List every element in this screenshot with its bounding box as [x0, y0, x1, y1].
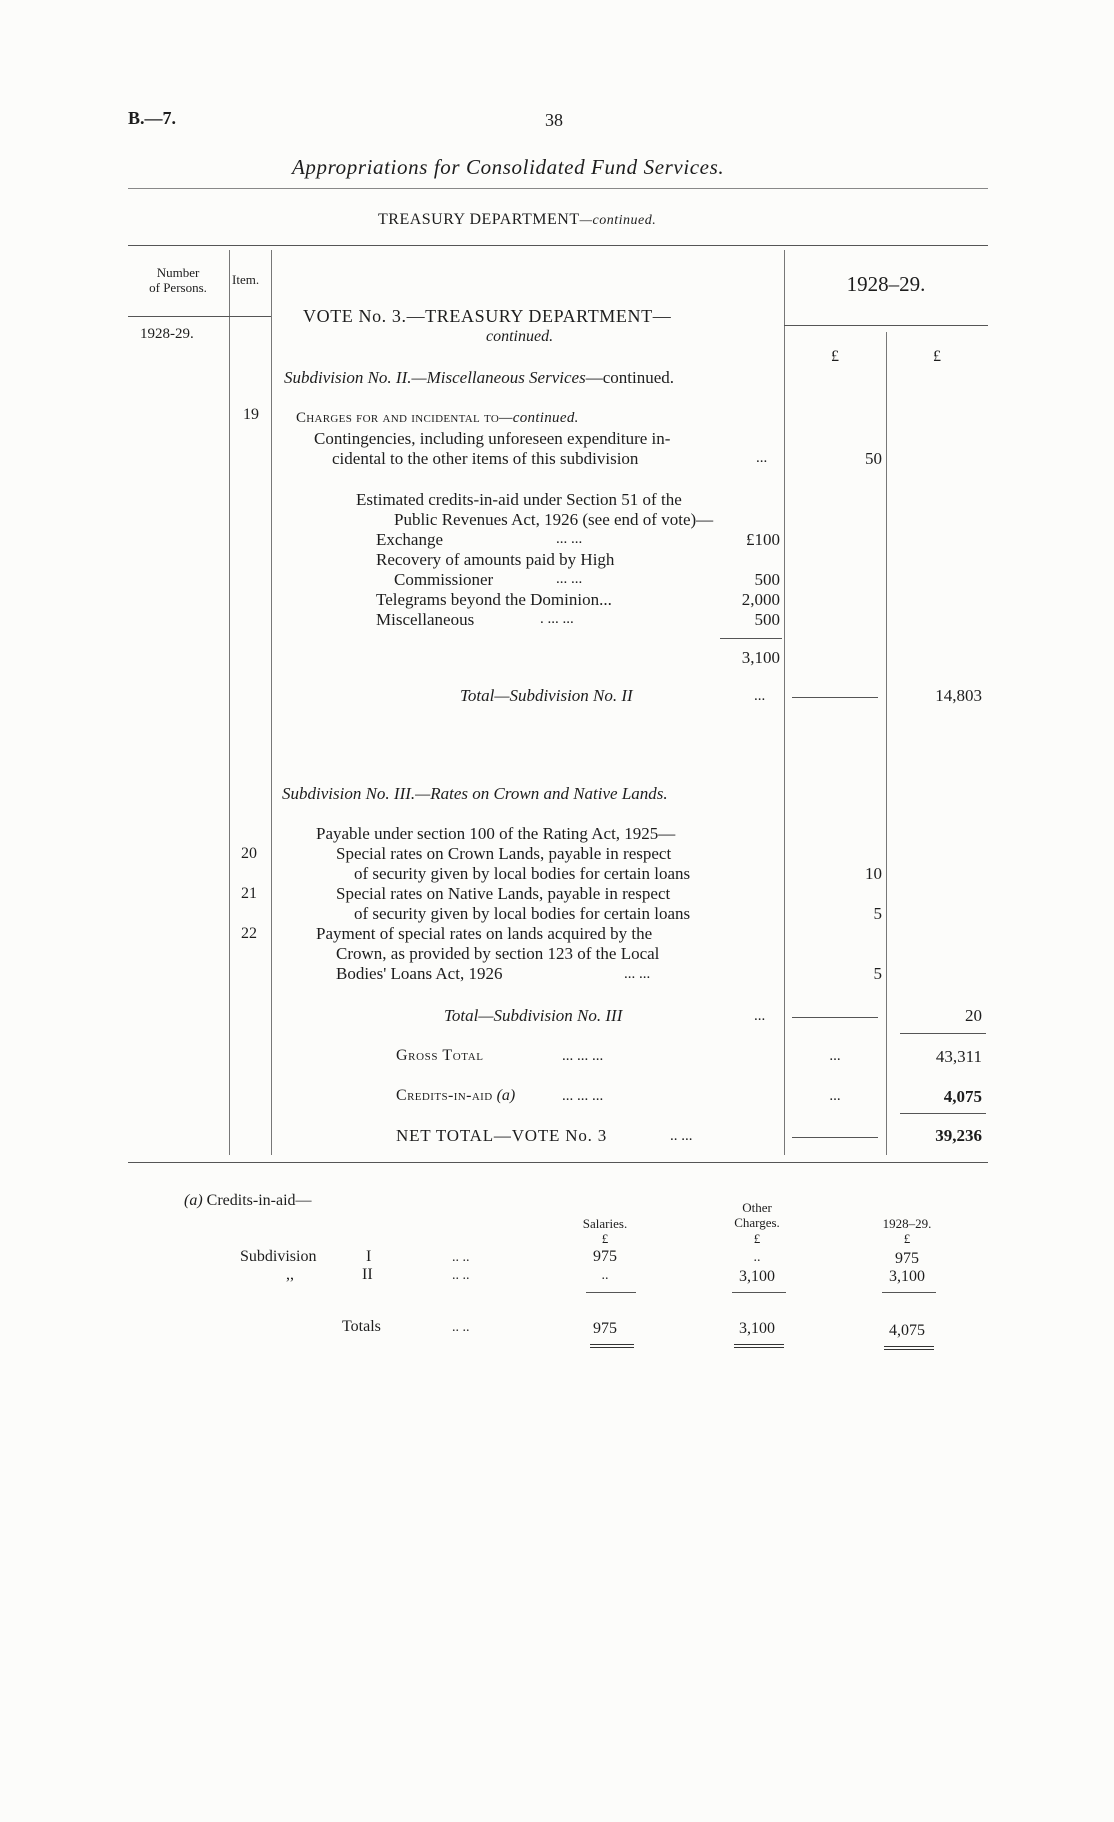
net-sum-rule: [900, 1113, 986, 1114]
document-code: B.—7.: [128, 108, 177, 128]
sub2-contingencies-line2: cidental to the other items of this subdivision: [332, 449, 639, 468]
fn-col-salaries: Salaries.: [582, 1216, 628, 1231]
credits-in-aid-label: Credits-in-aid: [396, 1087, 493, 1104]
item-20-line2: of security given by local bodies for certain loans: [354, 864, 691, 883]
fn-col-other-line2: Charges.: [734, 1215, 780, 1230]
department-main: TREASURY DEPARTMENT: [378, 211, 580, 228]
fn-totals-dots: .. ..: [452, 1320, 470, 1335]
persons-header: [128, 265, 228, 295]
pound-right: £: [933, 348, 941, 365]
sub3-total-amount: 20: [965, 1006, 982, 1025]
department-suffix: —continued.: [579, 213, 657, 228]
page-number: 38: [545, 110, 563, 130]
fn-row1-label: Subdivision: [240, 1248, 317, 1265]
fn-totals-other: 3,100: [739, 1320, 775, 1337]
persons-year: 1928-29.: [140, 326, 194, 342]
item-20-line1: Special rates on Crown Lands, payable in respect: [336, 844, 672, 863]
item-20-amount: 10: [865, 864, 882, 883]
footnote-marker: (a): [184, 1192, 203, 1209]
gross-total-label: Gross Total: [396, 1047, 484, 1064]
credits-in-aid-dots: ... ... ...: [562, 1088, 604, 1104]
credits-in-aid-amount: 4,075: [943, 1087, 982, 1106]
fn-row1-year: 975: [895, 1250, 919, 1267]
fn-row1-other: ..: [753, 1250, 761, 1265]
sub2-contingencies-amount: 50: [865, 449, 882, 468]
fn-col-year: 1928–29.: [882, 1216, 932, 1231]
title-rule: [128, 188, 988, 189]
col-divider-amount: [784, 250, 785, 1155]
sub3-sum-rule: [900, 1033, 986, 1034]
vote-title: VOTE No. 3.—TREASURY DEPARTMENT—: [303, 306, 672, 326]
sub3-payable: Payable under section 100 of the Rating Act, 1925—: [316, 824, 676, 843]
year-header: 1928–29.: [846, 272, 926, 296]
sub2-total-amount: 14,803: [935, 686, 982, 705]
col-divider-persons: [229, 250, 230, 1155]
item-22-line3: Bodies' Loans Act, 1926: [336, 964, 503, 983]
net-total-amount: 39,236: [935, 1126, 982, 1145]
table-bottom-rule: [128, 1162, 988, 1163]
fn-other-rule: [732, 1292, 786, 1293]
sub2-total-rule: [792, 697, 878, 698]
sub3-total-dots: ...: [754, 1008, 766, 1024]
fn-row1-salaries: 975: [593, 1248, 617, 1265]
sub2-charges-label: Charges for and incidental to: [296, 410, 500, 426]
item-22-amount: 5: [873, 964, 882, 983]
item-22-number: 22: [241, 925, 257, 942]
fn-year-double-rule: [884, 1346, 934, 1350]
net-total-label: NET TOTAL—VOTE No. 3: [396, 1126, 608, 1145]
fn-row2-year: 3,100: [889, 1268, 925, 1285]
item-21-line2: of security given by local bodies for certain loans: [354, 904, 691, 923]
fn-row2-other: 3,100: [739, 1268, 775, 1285]
sub2-heading-italic: Subdivision No. II.—Miscellaneous Services: [284, 368, 586, 387]
item-21-amount: 5: [873, 904, 882, 923]
department-heading: [378, 211, 656, 229]
sub2-contingencies-line1: Contingencies, including unforeseen expenditure in-: [314, 429, 671, 448]
fn-pound-other: £: [753, 1231, 761, 1246]
item-20-number: 20: [241, 845, 257, 862]
footnote-title-text: Credits-in-aid—: [206, 1192, 312, 1209]
sub2-item-number: 19: [243, 406, 259, 423]
year-under-rule: [784, 325, 988, 326]
sub2-charges-suffix: —continued.: [499, 410, 579, 426]
credit-exchange-dots: ... ...: [556, 531, 583, 547]
sub2-credits-line2: Public Revenues Act, 1926 (see end of vote)—: [394, 510, 714, 529]
sub2-charges: [296, 410, 579, 427]
credit-miscellaneous-dots: . ... ...: [540, 611, 574, 627]
sub2-total-label: Total—Subdivision No. II: [460, 686, 633, 705]
item-21-number: 21: [241, 885, 257, 902]
gross-total-mid: ...: [829, 1048, 841, 1064]
sub2-heading: [284, 368, 674, 388]
credit-commissioner: Commissioner: [394, 570, 494, 589]
credits-in-aid-mid: ...: [829, 1088, 841, 1104]
sub2-heading-suffix: —continued.: [585, 368, 674, 387]
sub2-credits-line1: Estimated credits-in-aid under Section 51 of the: [356, 490, 682, 509]
col-divider-subtotal: [886, 332, 887, 1155]
item-21-line1: Special rates on Native Lands, payable in respect: [336, 884, 671, 903]
credits-in-aid-row: [396, 1087, 515, 1105]
net-total-rule: [792, 1137, 878, 1138]
fn-row2-dots: .. ..: [452, 1268, 470, 1283]
fn-pound-year: £: [903, 1231, 911, 1246]
credit-exchange: Exchange: [376, 530, 444, 549]
fn-row1-roman: I: [366, 1248, 372, 1265]
fn-col-other-line1: Other: [742, 1200, 772, 1215]
credit-recovery: Recovery of amounts paid by High: [376, 550, 615, 569]
item-22-dots: ... ...: [624, 966, 651, 982]
header-under-rule: [128, 316, 271, 317]
sub2-contingencies-dots: ...: [756, 450, 768, 466]
col-divider-item: [271, 250, 272, 1155]
fn-row2-roman: II: [362, 1266, 373, 1283]
vote-continued: continued.: [486, 328, 554, 345]
credits-total: 3,100: [741, 648, 780, 667]
fn-row1-dots: .. ..: [452, 1250, 470, 1265]
fn-col-other: [712, 1200, 802, 1230]
item-header: Item.: [232, 272, 260, 287]
fn-other-double-rule: [734, 1344, 784, 1348]
sub3-heading: Subdivision No. III.—Rates on Crown and Native Lands.: [282, 784, 668, 803]
fn-row2-salaries: ..: [601, 1268, 609, 1283]
credit-commissioner-dots: ... ...: [556, 571, 583, 587]
fn-year-rule: [882, 1292, 936, 1293]
pound-left: £: [831, 348, 839, 365]
credits-in-aid-marker: (a): [496, 1087, 516, 1104]
credits-sum-rule: [720, 638, 782, 639]
fn-row2-label: ,,: [286, 1266, 294, 1283]
page-title: Appropriations for Consolidated Fund Services.: [292, 155, 725, 179]
fn-totals-salaries: 975: [593, 1320, 617, 1337]
credit-commissioner-amount: 500: [754, 570, 780, 589]
fn-salaries-rule: [586, 1292, 636, 1293]
persons-header-line2: of Persons.: [149, 280, 207, 295]
sub2-total-dots: ...: [754, 688, 766, 704]
fn-salaries-double-rule: [590, 1344, 634, 1348]
credit-telegrams-amount: 2,000: [741, 590, 780, 609]
fn-totals-year: 4,075: [889, 1322, 925, 1339]
table-top-rule: [128, 245, 988, 246]
gross-total-dots: ... ... ...: [562, 1048, 604, 1064]
footnote-title: [184, 1192, 312, 1210]
credit-exchange-amount: £100: [746, 530, 780, 549]
fn-pound-salaries: £: [601, 1231, 609, 1246]
credit-miscellaneous-amount: 500: [754, 610, 780, 629]
sub3-total-label: Total—Subdivision No. III: [444, 1006, 623, 1025]
credit-telegrams: Telegrams beyond the Dominion...: [376, 590, 612, 609]
fn-totals-label: Totals: [342, 1318, 381, 1335]
sub3-total-rule: [792, 1017, 878, 1018]
item-22-line1: Payment of special rates on lands acquired by the: [316, 924, 653, 943]
net-total-dots: .. ...: [670, 1128, 693, 1144]
gross-total-amount: 43,311: [935, 1047, 982, 1066]
credit-miscellaneous: Miscellaneous: [376, 610, 475, 629]
item-22-line2: Crown, as provided by section 123 of the Local: [336, 944, 660, 963]
persons-header-line1: Number: [156, 265, 200, 280]
